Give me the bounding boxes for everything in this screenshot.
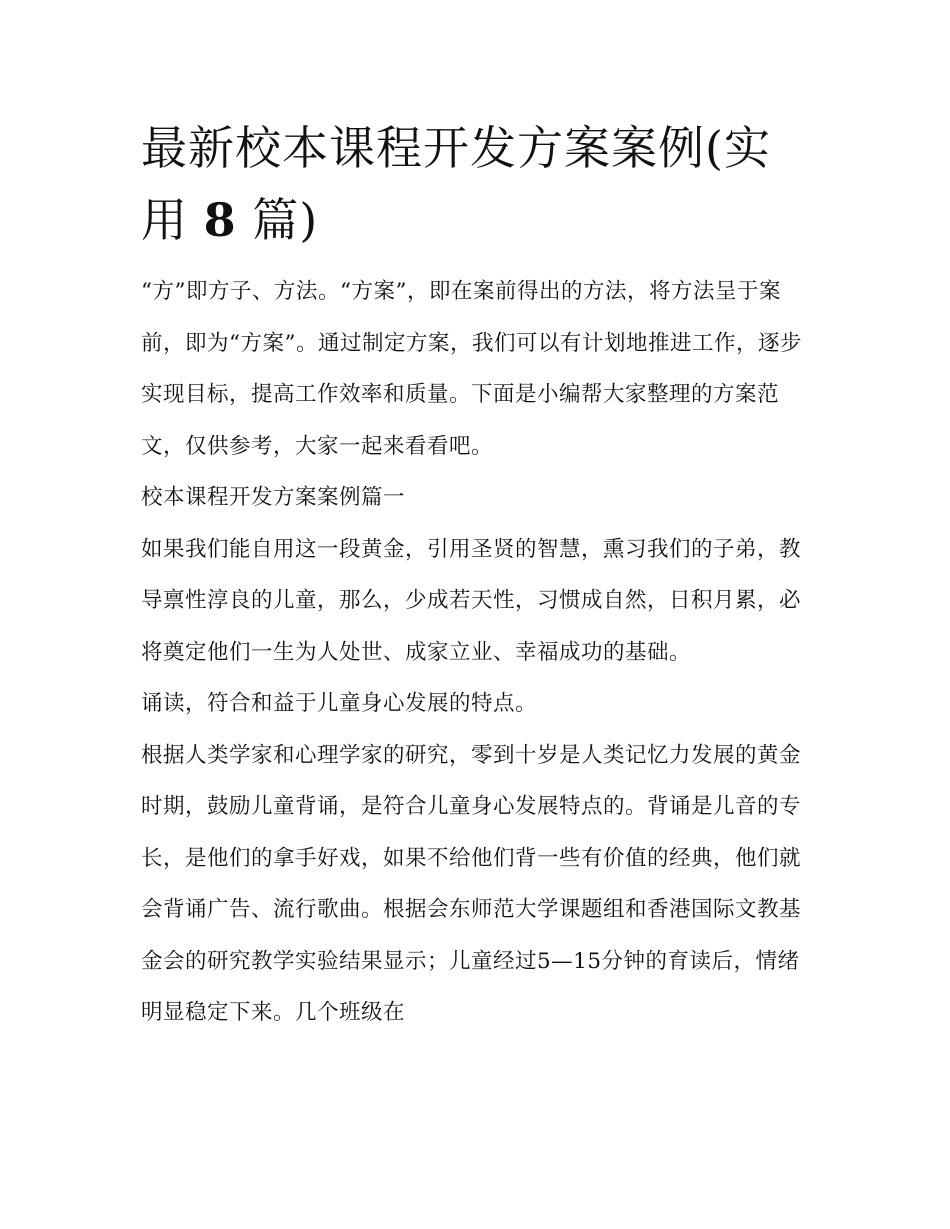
document-title [141, 112, 813, 256]
document-page [141, 112, 813, 1039]
body-paragraph: 根据人类学家和心理学家的研究，零到十岁是人类记忆力发展的黄金时期，鼓励儿童背诵，是符合儿童身心发展特点的。背诵是儿音的专长，是他们的拿手好戏，如果不给他们背一些有价值的经典，他们就会背诵广告、流行歌曲。根据会东师范大学课题组和香港国际文教基金会的研究教学实验结果显示；儿童经过5—15分钟的育读后，情绪明显稳定下来。几个班级在 [141, 742, 802, 1025]
title-text-main: 最新校本课程开发方案案例(实用 [141, 121, 771, 247]
intro-paragraph: “方”即方子、方法。“方案”，即在案前得出的方法，将方法呈于案前，即为“方案”。通过制定方案，我们可以有计划地推进工作，逐步实现目标，提高工作效率和质量。下面是小编帮大家整理的方案范文，仅供参考，大家一起来看看吧。 [141, 279, 802, 459]
body-paragraph: 诵读，符合和益于儿童身心发展的特点。 [141, 691, 538, 716]
title-number: 8 [203, 193, 237, 247]
body-paragraph: 如果我们能自用这一段黄金，引用圣贤的智慧，熏习我们的子弟，教导禀性淳良的儿童，那么，少成若天性，习惯成自然，日积月累，必将奠定他们一生为人处世、成家立业、幸福成功的基础。 [141, 536, 802, 665]
title-text-tail: 篇) [252, 193, 319, 247]
section-heading: 校本课程开发方案案例篇一 [141, 485, 406, 510]
